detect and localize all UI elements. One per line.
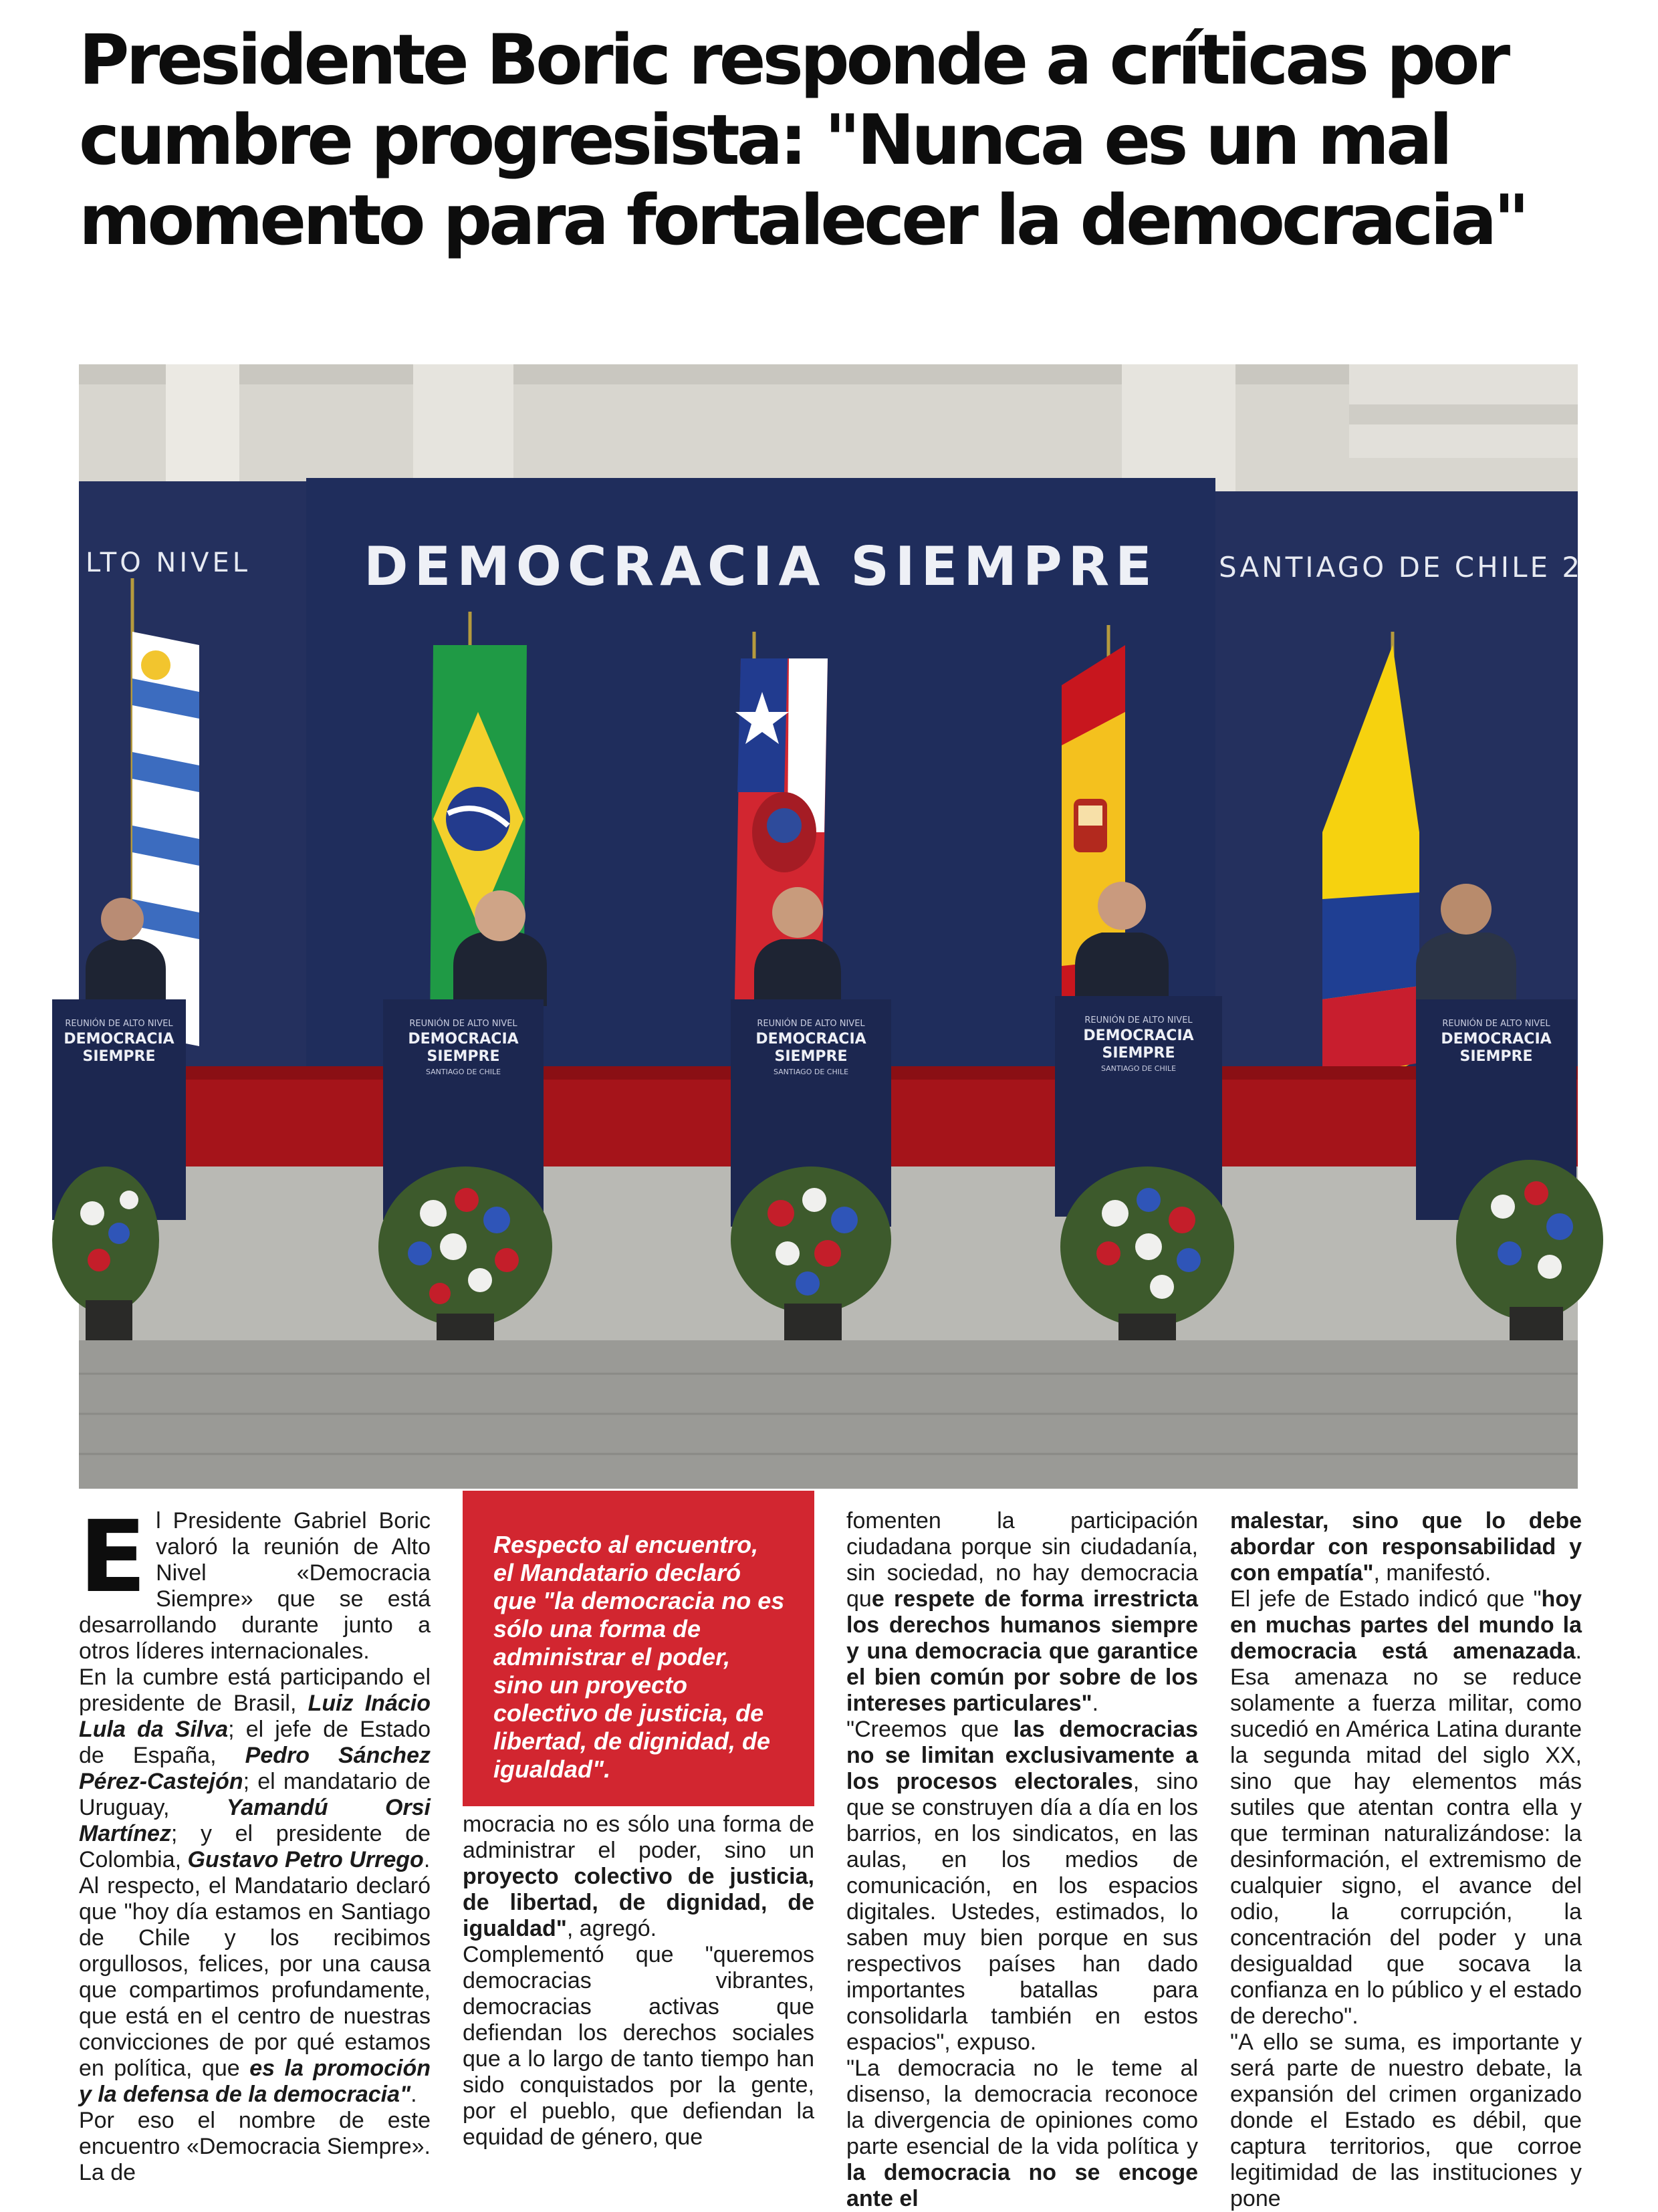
- paragraph: l Presidente Gabriel Boric valoró la reunión de Alto Nivel «Democracia Siempre» que se está desarrollando durante junto a otros líderes internacionales.: [79, 1508, 431, 1664]
- paragraph: Al respecto, el Mandatario declaró que "hoy día estamos en Santiago de Chile y los recibimos orgullosos, felices, por una causa que compartimos profundamente, que está en el centro de nuestras convicciones de por qué estamos en política, que es la promoción y la defensa de la democracia".: [79, 1873, 431, 2107]
- paragraph: fomenten la participación ciudadana porque sin ciudadanía, sin sociedad, no hay democracia que respete de forma irrestricta los derechos humanos siempre y una democracia que garantice el bien común por sobre de los intereses particulares".: [846, 1508, 1198, 1716]
- paragraph: Por eso el nombre de este encuentro «Democracia Siempre». La de: [79, 2108, 431, 2185]
- svg-text:SIEMPRE: SIEMPRE: [774, 1048, 848, 1065]
- article-column-2: [463, 1812, 814, 2186]
- svg-text:SANTIAGO DE CHILE: SANTIAGO DE CHILE: [1100, 1064, 1177, 1073]
- summit-photo-illustration: [64, 364, 1583, 1489]
- svg-text:SIEMPRE: SIEMPRE: [427, 1048, 500, 1065]
- svg-text:DEMOCRACIA: DEMOCRACIA: [1441, 1031, 1552, 1048]
- headline: Presidente Boric responde a críticas por cumbre progresista: "Nunca es un mal momento para fortalecer la democracia": [79, 20, 1526, 261]
- drop-cap: E: [79, 1499, 147, 1614]
- svg-text:SANTIAGO DE CHILE: SANTIAGO DE CHILE: [425, 1068, 501, 1076]
- paragraph: Complementó que "queremos democracias vibrantes, democracias activas que defiendan los derechos sociales que a lo largo de tanto tiempo han sido conquistados por la gente, por el pueblo, que defiendan la equidad de género, que: [463, 1942, 814, 2150]
- article-column-3: [846, 1508, 1198, 2211]
- news-photo: [64, 364, 1583, 1489]
- banner-left-text: LTO NIVEL: [86, 547, 251, 578]
- svg-text:DEMOCRACIA: DEMOCRACIA: [64, 1031, 174, 1048]
- svg-text:REUNIÓN DE ALTO NIVEL: REUNIÓN DE ALTO NIVEL: [1084, 1015, 1193, 1025]
- svg-text:REUNIÓN DE ALTO NIVEL: REUNIÓN DE ALTO NIVEL: [757, 1019, 865, 1029]
- svg-text:DEMOCRACIA: DEMOCRACIA: [408, 1031, 519, 1048]
- paragraph: malestar, sino que lo debe abordar con responsabilidad y con empatía", manifestó.: [1230, 1508, 1582, 1586]
- svg-text:DEMOCRACIA: DEMOCRACIA: [755, 1031, 866, 1048]
- svg-text:SIEMPRE: SIEMPRE: [82, 1048, 156, 1065]
- paragraph: "La democracia no le teme al disenso, la democracia reconoce la divergencia de opiniones como parte esencial de la vida política y la democracia no se encoge ante el: [846, 2056, 1198, 2211]
- pull-quote: Respecto al encuentro, el Mandatario declaró que "la democracia no es sólo una forma de administrar el poder, sino un proyecto colectivo de justicia, de libertad, de dignidad, de igualdad".: [463, 1491, 814, 1806]
- svg-text:SANTIAGO DE CHILE: SANTIAGO DE CHILE: [773, 1068, 849, 1076]
- svg-text:DEMOCRACIA: DEMOCRACIA: [1083, 1027, 1194, 1044]
- paragraph: mocracia no es sólo una forma de administrar el poder, sino un proyecto colectivo de justicia, de libertad, de dignidad, de igualdad", agregó.: [463, 1812, 814, 1941]
- paragraph: El jefe de Estado indicó que "hoy en muchas partes del mundo la democracia está amenazada. Esa amenaza no se reduce solamente a fuerza militar, como sucedió en América Latina durante la segunda mitad del siglo XX, sino que hay elementos más sutiles que atentan contra ella y que terminan naturalizándose: la desinformación, el extremismo de cualquier signo, el avance del odio, la corrupción, la concentración del poder y una desigualdad que socava la confianza en lo público y el estado de derecho".: [1230, 1586, 1582, 2029]
- banner-center-text: DEMOCRACIA SIEMPRE: [364, 535, 1158, 598]
- article-column-1: [79, 1499, 431, 2185]
- article-column-4: [1230, 1508, 1582, 2211]
- paragraph: "A ello se suma, es importante y será parte de nuestro debate, la expansión del crimen organizado donde el Estado es débil, que captura territorios, que corroe legitimidad de las instituciones y pone: [1230, 2030, 1582, 2211]
- svg-text:SIEMPRE: SIEMPRE: [1459, 1048, 1533, 1065]
- svg-text:SIEMPRE: SIEMPRE: [1102, 1045, 1175, 1062]
- svg-text:REUNIÓN DE ALTO NIVEL: REUNIÓN DE ALTO NIVEL: [409, 1019, 517, 1029]
- svg-text:REUNIÓN DE ALTO NIVEL: REUNIÓN DE ALTO NIVEL: [65, 1019, 173, 1029]
- banner-right-text: SANTIAGO DE CHILE 2: [1219, 551, 1583, 584]
- paragraph: "Creemos que las democracias no se limitan exclusivamente a los procesos electorales, sino que se construyen día a día en los barrios, en los sindicatos, en las aulas, en los medios de comunicación, en los espacios digitales. Ustedes, estimados, lo saben muy bien porque en sus respectivos países han dado importantes batallas para consolidarla también en estos espacios", expuso.: [846, 1717, 1198, 2055]
- svg-text:REUNIÓN DE ALTO NIVEL: REUNIÓN DE ALTO NIVEL: [1442, 1019, 1550, 1029]
- flower-arrangements: [52, 1160, 1603, 1360]
- paragraph: En la cumbre está participando el presidente de Brasil, Luiz Inácio Lula da Silva; el jefe de Estado de España, Pedro Sánchez Pérez-Castejón; el mandatario de Uruguay, Yamandú Orsi Martínez; y el presidente de Colombia, Gustavo Petro Urrego.: [79, 1665, 431, 1872]
